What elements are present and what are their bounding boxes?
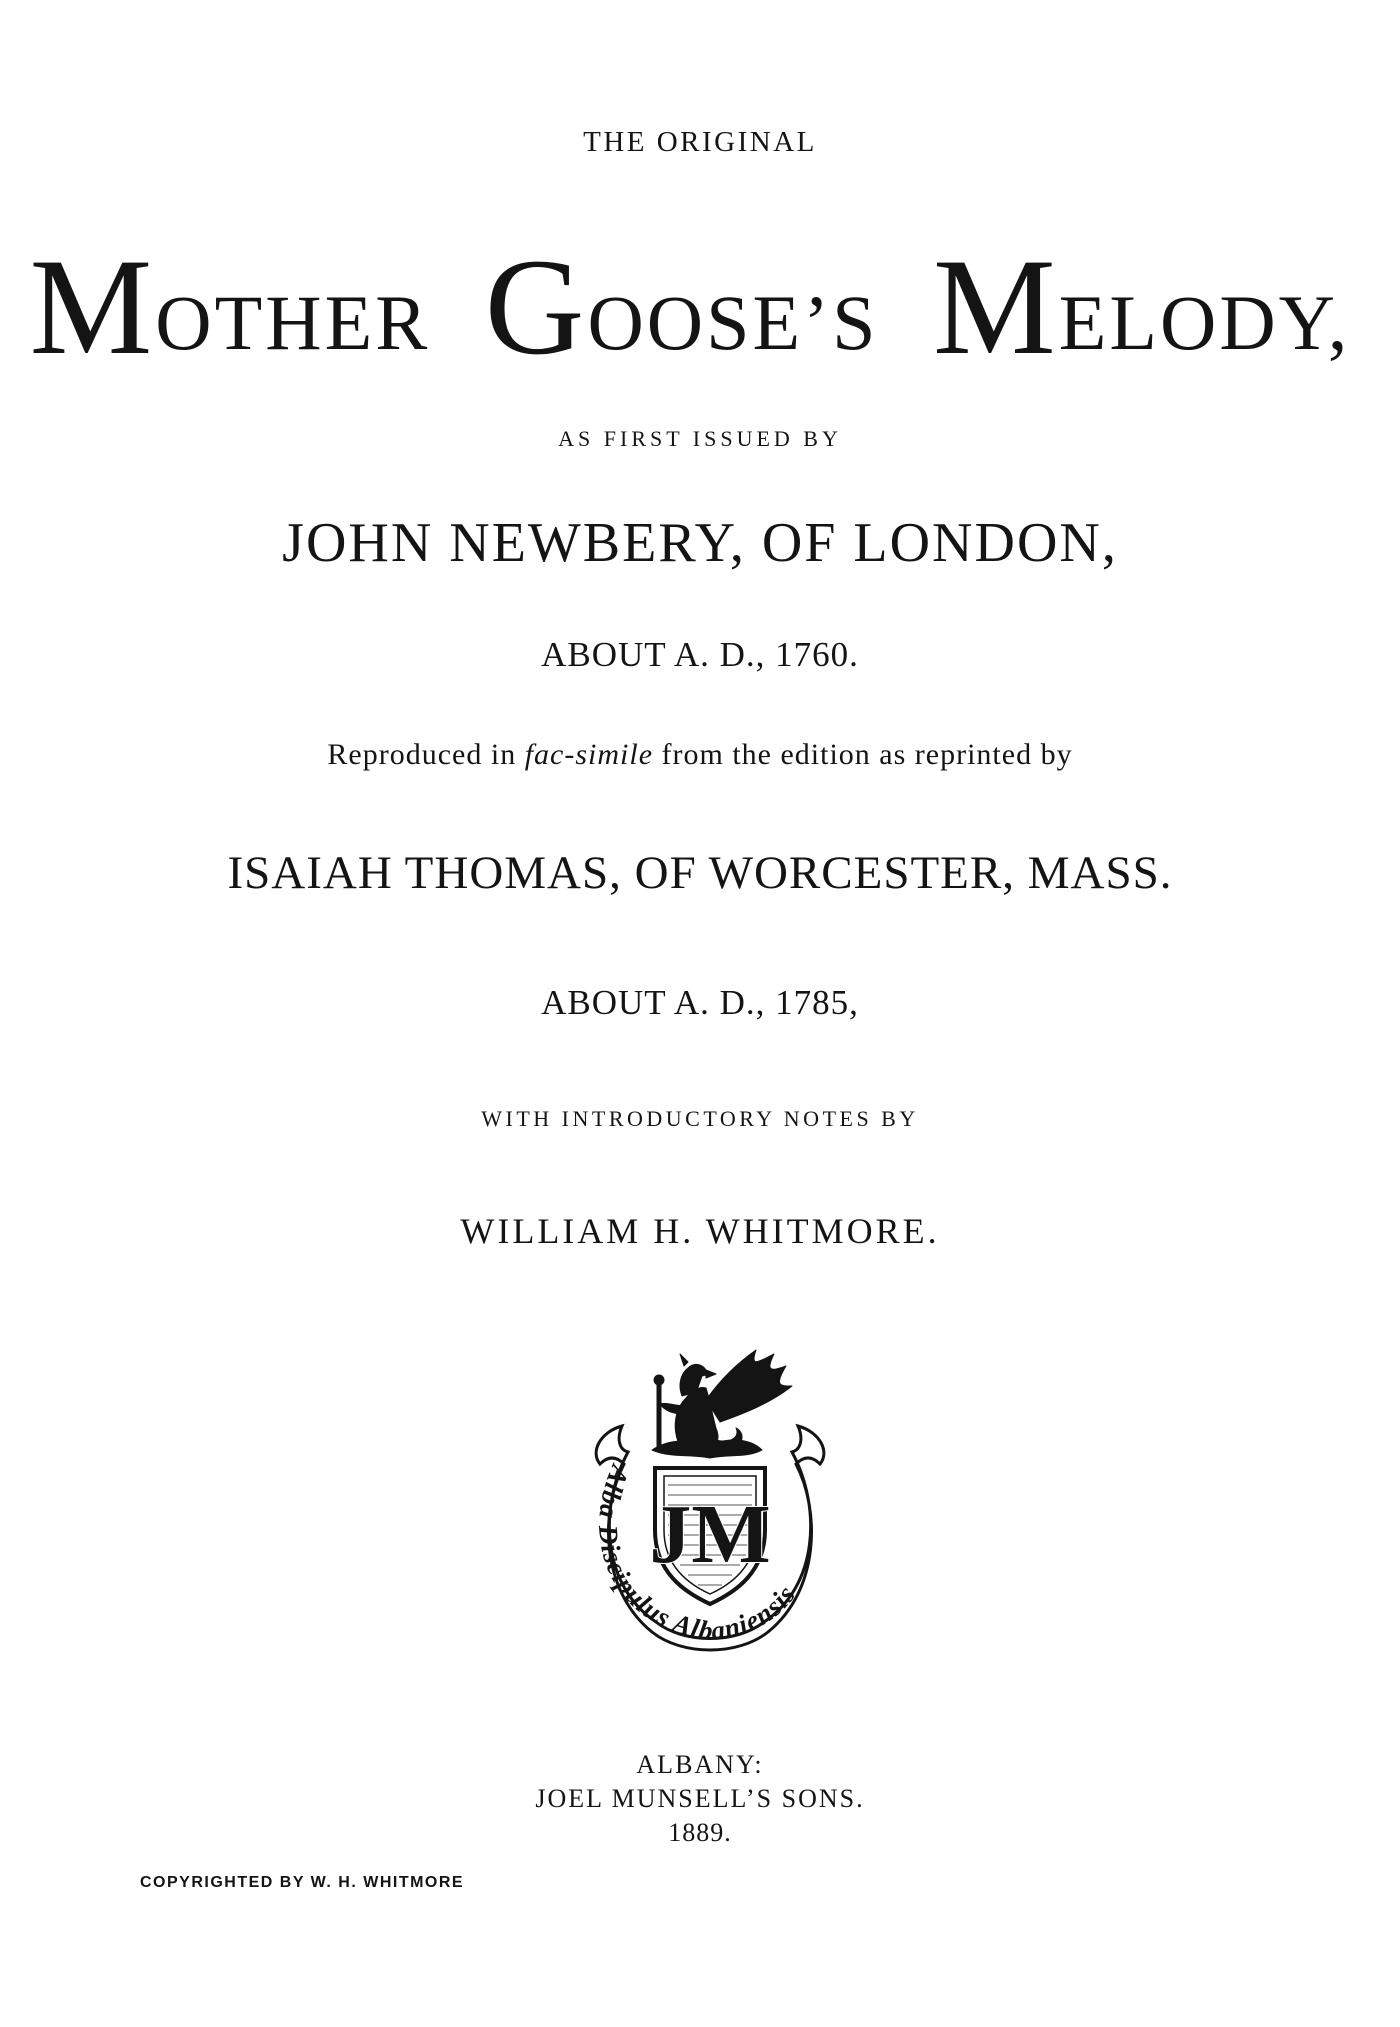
- imprint-year: 1889.: [668, 1818, 732, 1847]
- griffin-crest-icon: [560, 1340, 850, 1680]
- title-word-goose: GOOSE’S: [484, 230, 879, 383]
- book-title: [0, 230, 1390, 383]
- original-date: ABOUT A. D., 1760.: [541, 635, 859, 674]
- pre-title: THE ORIGINAL: [583, 126, 817, 158]
- title-word-mother: MOTHER: [29, 230, 431, 383]
- original-publisher: JOHN NEWBERY, OF LONDON,: [282, 512, 1118, 574]
- notes-by-line: WITH INTRODUCTORY NOTES BY: [481, 1106, 919, 1131]
- reprint-date: ABOUT A. D., 1785,: [541, 983, 859, 1022]
- imprint-city: ALBANY:: [636, 1750, 764, 1779]
- seal-monogram: JM: [649, 1488, 771, 1581]
- issued-by-line: AS FIRST ISSUED BY: [558, 426, 842, 451]
- reprinter: ISAIAH THOMAS, OF WORCESTER, MASS.: [227, 847, 1173, 899]
- copyright-notice: COPYRIGHTED BY W. H. WHITMORE: [140, 1874, 465, 1891]
- seal-motto: Alba Discipulus Albaniensis: [592, 1461, 802, 1647]
- reproduction-note: Reproduced in fac-simile from the edition as reprinted by: [327, 738, 1073, 771]
- title-word-melody: MELODY,: [932, 230, 1351, 383]
- editor-name: WILLIAM H. WHITMORE.: [460, 1211, 940, 1251]
- imprint-publisher: JOEL MUNSELL’S SONS.: [535, 1784, 865, 1813]
